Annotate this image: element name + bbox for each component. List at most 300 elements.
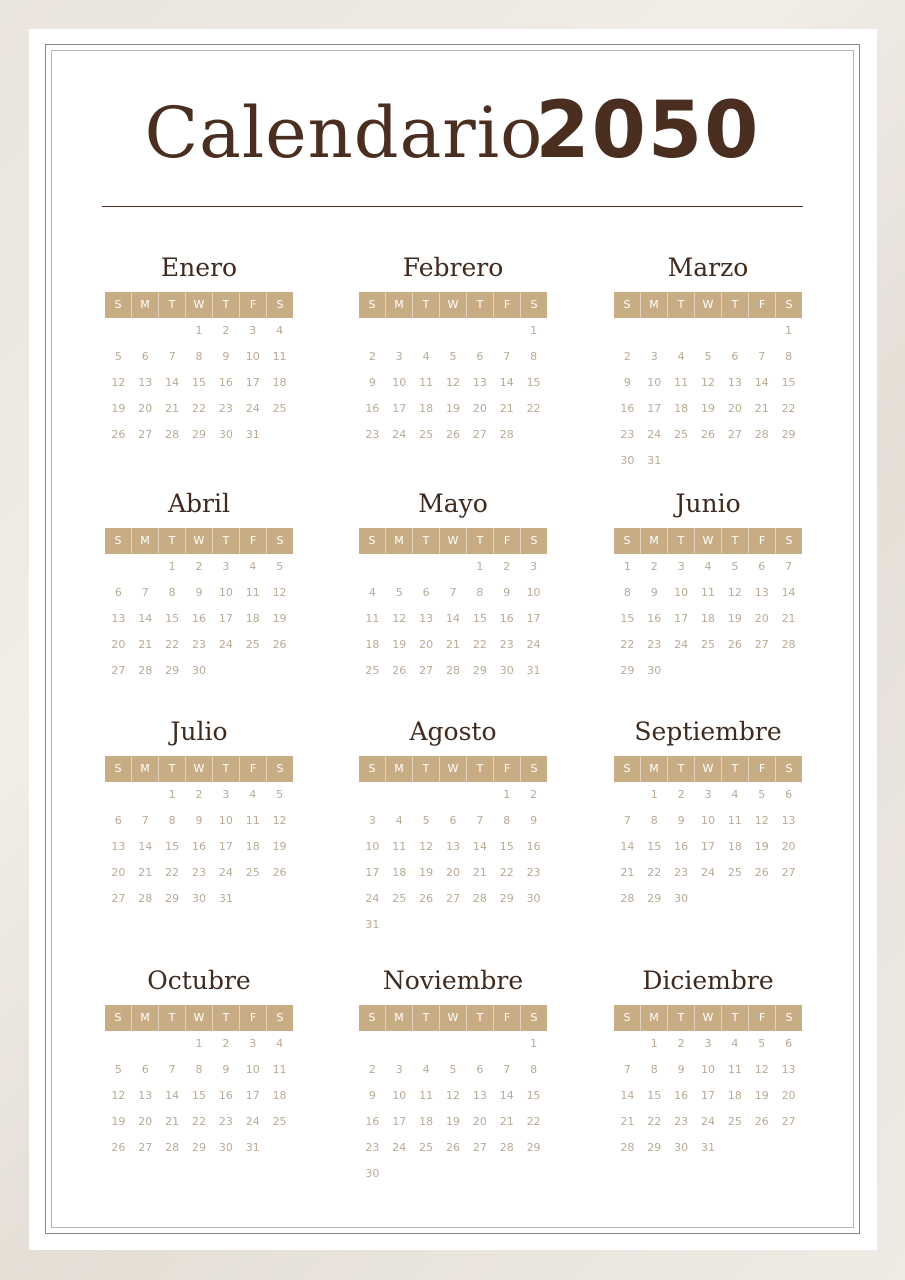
month-name: Diciembre: [642, 966, 774, 995]
calendar-title: [0, 86, 905, 186]
day-number: 10: [218, 814, 233, 827]
day-number: 17: [218, 840, 233, 853]
empty-day: [668, 318, 695, 344]
day-number: 15: [781, 376, 796, 389]
day-number: 4: [276, 1037, 284, 1050]
day-grid: [359, 554, 547, 684]
empty-day: [359, 1031, 386, 1057]
day-number: 12: [754, 814, 769, 827]
day-number: 29: [472, 664, 487, 677]
day-number: 30: [218, 1141, 233, 1154]
day-number: 25: [245, 866, 260, 879]
month-enero: [105, 248, 293, 448]
day-number: 19: [111, 402, 126, 415]
day-number: 25: [727, 866, 742, 879]
day-number: 19: [754, 840, 769, 853]
day-number: 12: [445, 1089, 460, 1102]
day-number: 25: [272, 402, 287, 415]
day-number: 23: [647, 638, 662, 651]
day-number: 1: [785, 324, 793, 337]
day-number: 13: [111, 840, 126, 853]
day-grid: [105, 1031, 293, 1161]
weekday-label: S: [520, 1005, 547, 1031]
weekday-label: T: [412, 292, 439, 318]
day-number: 6: [476, 1063, 484, 1076]
day-number: 21: [445, 638, 460, 651]
day-number: 9: [368, 1089, 376, 1102]
weekday-header: [359, 528, 547, 554]
day-number: 21: [165, 1115, 180, 1128]
day-number: 19: [272, 840, 287, 853]
day-number: 16: [620, 402, 635, 415]
weekday-header: [614, 528, 802, 554]
month-name: Abril: [168, 489, 230, 518]
day-number: 8: [623, 586, 631, 599]
day-number: 29: [165, 664, 180, 677]
weekday-label: M: [385, 1005, 412, 1031]
weekday-header: [105, 756, 293, 782]
day-number: 15: [526, 376, 541, 389]
month-name: Mayo: [418, 489, 488, 518]
day-number: 27: [472, 1141, 487, 1154]
day-number: 25: [700, 638, 715, 651]
empty-day: [105, 318, 132, 344]
day-number: 14: [620, 840, 635, 853]
day-number: 2: [222, 324, 230, 337]
day-number: 2: [677, 1037, 685, 1050]
weekday-label: M: [385, 528, 412, 554]
day-number: 2: [195, 560, 203, 573]
day-number: 31: [700, 1141, 715, 1154]
day-number: 14: [138, 612, 153, 625]
day-number: 8: [650, 814, 658, 827]
day-number: 20: [727, 402, 742, 415]
weekday-label: F: [748, 756, 775, 782]
day-number: 20: [781, 840, 796, 853]
day-number: 15: [499, 840, 514, 853]
day-number: 3: [249, 1037, 257, 1050]
day-number: 27: [754, 638, 769, 651]
month-mayo: [359, 484, 547, 684]
day-number: 1: [530, 324, 538, 337]
day-number: 19: [392, 638, 407, 651]
day-number: 23: [499, 638, 514, 651]
day-number: 6: [114, 586, 122, 599]
day-number: 17: [245, 376, 260, 389]
day-number: 19: [445, 402, 460, 415]
day-number: 13: [727, 376, 742, 389]
weekday-label: M: [131, 528, 158, 554]
day-grid: [614, 782, 802, 912]
day-number: 21: [138, 866, 153, 879]
day-number: 12: [392, 612, 407, 625]
weekday-label: S: [623, 534, 631, 547]
day-number: 16: [526, 840, 541, 853]
weekday-label: S: [775, 292, 802, 318]
day-number: 19: [445, 1115, 460, 1128]
weekday-label: F: [493, 528, 520, 554]
day-grid: [359, 318, 547, 448]
day-number: 29: [620, 664, 635, 677]
day-number: 7: [168, 350, 176, 363]
day-number: 9: [677, 1063, 685, 1076]
weekday-label: T: [721, 756, 748, 782]
weekday-label: S: [623, 298, 631, 311]
weekday-label: M: [131, 1005, 158, 1031]
day-number: 30: [218, 428, 233, 441]
month-abril: [105, 484, 293, 684]
day-number: 3: [677, 560, 685, 573]
day-number: 7: [141, 814, 149, 827]
day-number: 4: [422, 1063, 430, 1076]
weekday-label: T: [721, 528, 748, 554]
weekday-label: T: [158, 292, 185, 318]
weekday-label: T: [667, 292, 694, 318]
month-name: Septiembre: [634, 717, 782, 746]
day-number: 16: [365, 402, 380, 415]
day-number: 14: [165, 1089, 180, 1102]
day-number: 13: [472, 376, 487, 389]
day-number: 22: [165, 638, 180, 651]
day-number: 21: [620, 1115, 635, 1128]
day-number: 21: [620, 866, 635, 879]
empty-day: [466, 1031, 493, 1057]
day-number: 8: [530, 350, 538, 363]
title-year: 2050: [535, 86, 761, 176]
day-number: 2: [222, 1037, 230, 1050]
day-number: 26: [754, 1115, 769, 1128]
weekday-label: S: [775, 528, 802, 554]
day-number: 11: [272, 350, 287, 363]
day-number: 26: [445, 428, 460, 441]
weekday-label: T: [667, 1005, 694, 1031]
empty-day: [132, 318, 159, 344]
weekday-label: T: [667, 528, 694, 554]
day-number: 31: [245, 428, 260, 441]
day-number: 3: [530, 560, 538, 573]
empty-day: [359, 554, 386, 580]
weekday-label: F: [239, 756, 266, 782]
weekday-label: T: [158, 528, 185, 554]
day-number: 13: [445, 840, 460, 853]
day-number: 20: [472, 1115, 487, 1128]
day-number: 18: [700, 612, 715, 625]
month-name: Febrero: [402, 253, 504, 282]
day-number: 3: [222, 560, 230, 573]
day-grid: [614, 554, 802, 684]
day-number: 29: [781, 428, 796, 441]
day-number: 3: [704, 1037, 712, 1050]
day-number: 9: [530, 814, 538, 827]
day-number: 4: [731, 788, 739, 801]
empty-day: [413, 782, 440, 808]
day-number: 15: [191, 376, 206, 389]
day-number: 10: [245, 1063, 260, 1076]
day-number: 9: [195, 586, 203, 599]
weekday-label: T: [466, 1005, 493, 1031]
day-number: 17: [218, 612, 233, 625]
day-number: 9: [623, 376, 631, 389]
day-number: 22: [499, 866, 514, 879]
day-number: 1: [650, 1037, 658, 1050]
weekday-label: F: [493, 1005, 520, 1031]
day-number: 15: [472, 612, 487, 625]
day-number: 30: [499, 664, 514, 677]
day-number: 6: [731, 350, 739, 363]
weekday-label: M: [640, 756, 667, 782]
day-number: 27: [138, 428, 153, 441]
weekday-label: F: [748, 1005, 775, 1031]
empty-day: [159, 318, 186, 344]
empty-day: [132, 1031, 159, 1057]
empty-day: [386, 782, 413, 808]
month-name: Junio: [675, 489, 741, 518]
empty-day: [614, 1031, 641, 1057]
day-number: 7: [476, 814, 484, 827]
month-name: Julio: [170, 717, 228, 746]
weekday-label: F: [239, 1005, 266, 1031]
day-number: 28: [620, 892, 635, 905]
weekday-header: [105, 1005, 293, 1031]
day-number: 6: [141, 1063, 149, 1076]
day-number: 16: [191, 612, 206, 625]
day-number: 18: [272, 1089, 287, 1102]
day-number: 26: [445, 1141, 460, 1154]
day-number: 13: [111, 612, 126, 625]
day-number: 12: [754, 1063, 769, 1076]
day-number: 27: [472, 428, 487, 441]
day-number: 5: [704, 350, 712, 363]
day-number: 22: [781, 402, 796, 415]
day-number: 3: [249, 324, 257, 337]
weekday-label: S: [623, 762, 631, 775]
day-number: 21: [472, 866, 487, 879]
day-number: 11: [727, 814, 742, 827]
weekday-label: T: [721, 292, 748, 318]
day-number: 8: [195, 350, 203, 363]
day-number: 25: [674, 428, 689, 441]
day-number: 6: [422, 586, 430, 599]
day-number: 27: [781, 1115, 796, 1128]
day-number: 16: [365, 1115, 380, 1128]
day-number: 28: [445, 664, 460, 677]
day-number: 24: [700, 866, 715, 879]
day-number: 19: [754, 1089, 769, 1102]
day-number: 23: [365, 428, 380, 441]
day-number: 10: [365, 840, 380, 853]
day-number: 12: [111, 1089, 126, 1102]
day-number: 11: [700, 586, 715, 599]
weekday-label: W: [185, 756, 212, 782]
weekday-label: S: [114, 762, 122, 775]
weekday-label: M: [640, 292, 667, 318]
weekday-header: [105, 528, 293, 554]
day-number: 4: [249, 788, 257, 801]
month-octubre: [105, 961, 293, 1161]
day-number: 6: [785, 1037, 793, 1050]
weekday-label: T: [212, 1005, 239, 1031]
empty-day: [132, 554, 159, 580]
day-number: 28: [165, 1141, 180, 1154]
weekday-label: T: [212, 292, 239, 318]
day-number: 26: [700, 428, 715, 441]
day-number: 26: [392, 664, 407, 677]
day-number: 25: [419, 428, 434, 441]
day-number: 15: [647, 1089, 662, 1102]
day-number: 21: [499, 402, 514, 415]
day-number: 1: [623, 560, 631, 573]
day-number: 3: [368, 814, 376, 827]
day-number: 14: [499, 1089, 514, 1102]
weekday-label: S: [266, 1005, 293, 1031]
weekday-label: S: [266, 756, 293, 782]
day-number: 13: [781, 1063, 796, 1076]
day-number: 20: [472, 402, 487, 415]
day-number: 20: [419, 638, 434, 651]
weekday-header: [614, 756, 802, 782]
day-number: 15: [526, 1089, 541, 1102]
month-diciembre: [614, 961, 802, 1161]
weekday-label: S: [775, 1005, 802, 1031]
day-number: 2: [623, 350, 631, 363]
month-noviembre: [359, 961, 547, 1187]
day-number: 16: [191, 840, 206, 853]
day-number: 16: [647, 612, 662, 625]
day-number: 26: [727, 638, 742, 651]
day-number: 5: [449, 350, 457, 363]
day-number: 15: [191, 1089, 206, 1102]
day-number: 31: [365, 918, 380, 931]
day-number: 12: [700, 376, 715, 389]
day-number: 29: [647, 1141, 662, 1154]
empty-day: [641, 318, 668, 344]
day-number: 6: [449, 814, 457, 827]
empty-day: [413, 554, 440, 580]
weekday-label: T: [212, 756, 239, 782]
day-number: 16: [674, 1089, 689, 1102]
month-febrero: [359, 248, 547, 448]
day-number: 15: [647, 840, 662, 853]
weekday-label: F: [493, 756, 520, 782]
day-number: 30: [191, 664, 206, 677]
day-number: 11: [419, 1089, 434, 1102]
day-number: 13: [138, 376, 153, 389]
day-number: 14: [138, 840, 153, 853]
day-number: 24: [245, 402, 260, 415]
day-number: 17: [392, 402, 407, 415]
day-number: 8: [476, 586, 484, 599]
day-number: 9: [222, 350, 230, 363]
day-number: 9: [503, 586, 511, 599]
empty-day: [440, 318, 467, 344]
weekday-header: [614, 1005, 802, 1031]
day-number: 23: [191, 638, 206, 651]
day-grid: [359, 1031, 547, 1187]
day-number: 24: [218, 638, 233, 651]
weekday-label: F: [748, 528, 775, 554]
day-number: 14: [165, 376, 180, 389]
day-number: 13: [754, 586, 769, 599]
weekday-label: W: [694, 528, 721, 554]
day-number: 30: [674, 1141, 689, 1154]
day-number: 11: [245, 814, 260, 827]
day-number: 6: [141, 350, 149, 363]
day-number: 6: [758, 560, 766, 573]
day-number: 26: [111, 1141, 126, 1154]
day-number: 23: [620, 428, 635, 441]
day-number: 17: [526, 612, 541, 625]
day-number: 18: [272, 376, 287, 389]
day-number: 8: [785, 350, 793, 363]
day-number: 4: [249, 560, 257, 573]
weekday-label: M: [385, 756, 412, 782]
day-number: 25: [392, 892, 407, 905]
day-number: 14: [620, 1089, 635, 1102]
day-number: 21: [138, 638, 153, 651]
day-number: 2: [677, 788, 685, 801]
weekday-label: M: [640, 1005, 667, 1031]
day-number: 30: [674, 892, 689, 905]
weekday-label: W: [185, 528, 212, 554]
weekday-label: T: [466, 528, 493, 554]
empty-day: [386, 1031, 413, 1057]
empty-day: [440, 554, 467, 580]
day-number: 16: [218, 1089, 233, 1102]
empty-day: [614, 782, 641, 808]
empty-day: [105, 1031, 132, 1057]
empty-day: [132, 782, 159, 808]
weekday-label: T: [466, 756, 493, 782]
day-number: 18: [727, 840, 742, 853]
month-agosto: [359, 712, 547, 938]
day-number: 5: [395, 586, 403, 599]
day-number: 10: [700, 1063, 715, 1076]
day-number: 28: [165, 428, 180, 441]
weekday-label: S: [520, 528, 547, 554]
day-number: 28: [499, 1141, 514, 1154]
weekday-label: S: [114, 534, 122, 547]
day-number: 26: [272, 638, 287, 651]
day-number: 28: [781, 638, 796, 651]
weekday-header: [359, 292, 547, 318]
day-number: 22: [191, 402, 206, 415]
weekday-label: T: [412, 1005, 439, 1031]
day-number: 17: [245, 1089, 260, 1102]
weekday-label: W: [694, 1005, 721, 1031]
day-number: 13: [419, 612, 434, 625]
day-number: 10: [392, 376, 407, 389]
day-number: 29: [191, 1141, 206, 1154]
empty-day: [413, 1031, 440, 1057]
weekday-label: W: [439, 528, 466, 554]
weekday-label: W: [694, 756, 721, 782]
day-number: 5: [758, 788, 766, 801]
day-number: 14: [445, 612, 460, 625]
day-number: 13: [472, 1089, 487, 1102]
day-number: 30: [526, 892, 541, 905]
weekday-label: W: [185, 292, 212, 318]
day-number: 19: [111, 1115, 126, 1128]
weekday-label: M: [385, 292, 412, 318]
day-number: 10: [218, 586, 233, 599]
day-number: 22: [620, 638, 635, 651]
day-number: 1: [168, 560, 176, 573]
empty-day: [440, 1031, 467, 1057]
day-number: 22: [647, 866, 662, 879]
day-number: 5: [758, 1037, 766, 1050]
day-number: 17: [700, 840, 715, 853]
day-number: 20: [138, 402, 153, 415]
